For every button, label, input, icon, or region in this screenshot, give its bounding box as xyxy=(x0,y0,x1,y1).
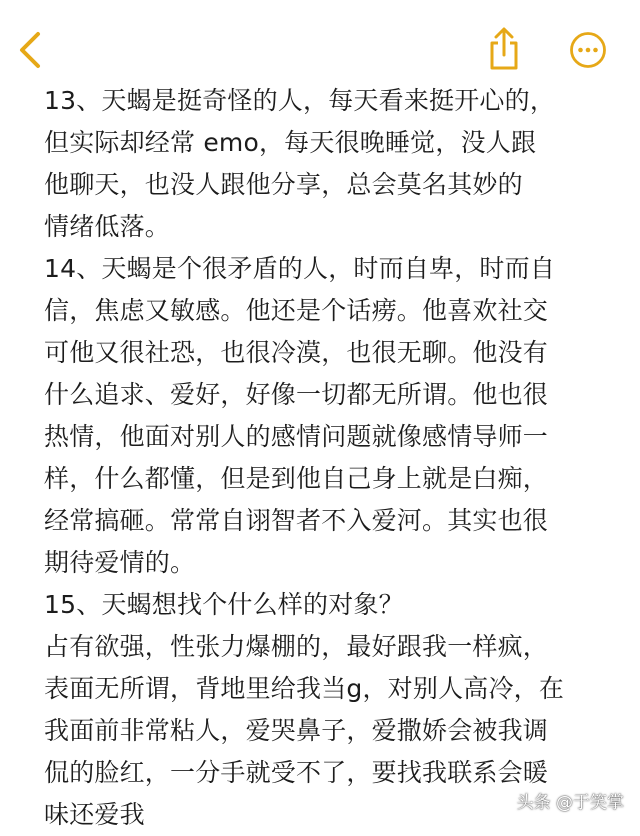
note-line: 15、天蝎想找个什么样的对象？ xyxy=(44,590,404,619)
note-line: 14、天蝎是个很矛盾的人，时而自卑，时而自 xyxy=(44,254,556,283)
note-line: 侃的脸红，一分手就受不了，要找我联系会暖 xyxy=(44,758,549,787)
back-button[interactable] xyxy=(14,30,50,70)
more-options-icon xyxy=(569,31,607,69)
note-line: 情绪低落。 xyxy=(44,212,171,241)
note-line: 他聊天，也没人跟他分享，总会莫名其妙的 xyxy=(44,170,523,199)
note-line: 但实际却经常 emo，每天很晚睡觉，没人跟 xyxy=(44,128,537,157)
note-line: 可他又很社恐，也很冷漠，也很无聊。他没有 xyxy=(44,338,549,367)
note-line: 信，焦虑又敏感。他还是个话痨。他喜欢社交 xyxy=(44,296,549,325)
note-body[interactable] xyxy=(44,80,634,836)
note-line: 占有欲强，性张力爆棚的，最好跟我一样疯， xyxy=(44,632,549,661)
more-options-button[interactable] xyxy=(569,31,607,69)
toolbar xyxy=(0,0,640,86)
share-icon xyxy=(484,26,524,72)
note-line: 13、天蝎是挺奇怪的人，每天看来挺开心的， xyxy=(44,86,556,115)
note-line: 热情，他面对别人的感情问题就像感情导师一 xyxy=(44,422,549,451)
watermark: 头条 @于笑掌 xyxy=(516,793,624,813)
note-line: 经常搞砸。常常自诩智者不入爱河。其实也很 xyxy=(44,506,549,535)
note-line: 味还爱我 xyxy=(44,800,145,829)
note-line: 我面前非常粘人，爱哭鼻子，爱撒娇会被我调 xyxy=(44,716,549,745)
note-line: 期待爱情的。 xyxy=(44,548,196,577)
note-line: 样，什么都懂，但是到他自己身上就是白痴， xyxy=(44,464,549,493)
chevron-left-icon xyxy=(14,30,50,70)
share-button[interactable] xyxy=(484,26,524,72)
note-line: 表面无所谓，背地里给我当g，对别人高冷，在 xyxy=(44,674,565,703)
note-line: 什么追求、爱好，好像一切都无所谓。他也很 xyxy=(44,380,549,409)
